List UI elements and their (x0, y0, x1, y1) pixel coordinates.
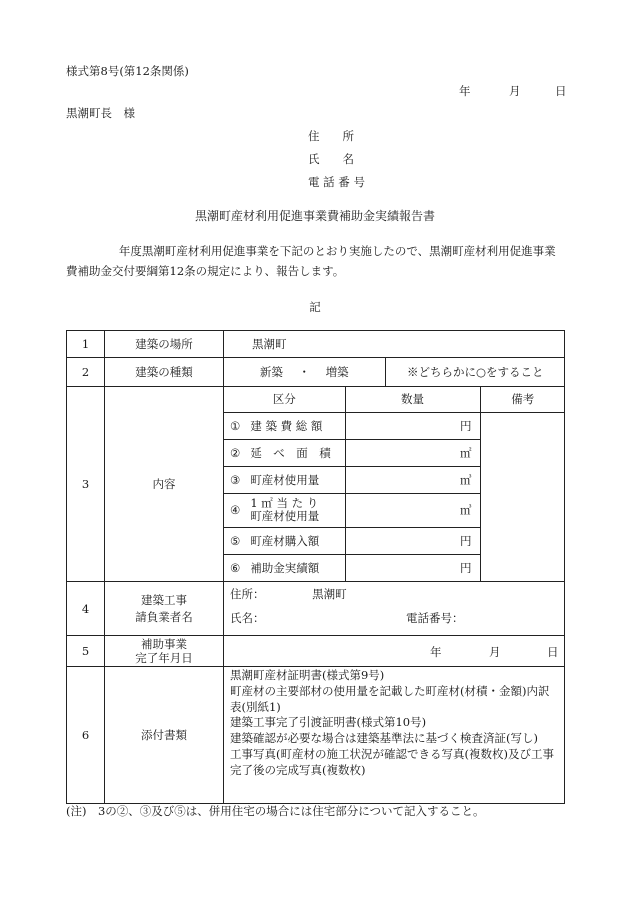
date-day: 日 (555, 84, 567, 98)
item-label-timber-volume: ③ 町産材使用量 (224, 466, 345, 493)
footnote: (注) 3の②、③及び⑤は、併用住宅の場合には住宅部分について記入すること。 (66, 804, 485, 818)
attachment-item: 建築工事完了引渡証明書(様式第10号) (230, 715, 427, 730)
contractor-field[interactable] (224, 582, 565, 636)
date-month: 月 (509, 84, 521, 98)
quantity-field-subsidy-amount[interactable]: 円 (345, 554, 480, 581)
building-type-cells (224, 358, 565, 386)
ki-heading: 記 (309, 300, 321, 314)
row-label: 内容 (105, 387, 224, 582)
row-number: 1 (67, 331, 105, 358)
quantity-field-total-cost[interactable]: 円 (345, 412, 480, 439)
option-new-build[interactable]: 新築 (259, 365, 283, 379)
header-category: 区分 (224, 387, 345, 412)
applicant-name-label: 氏 名 (308, 152, 354, 166)
row-label: 建築工事 請負業者名 (105, 582, 224, 636)
date-year: 年 (459, 84, 471, 98)
attachment-item: 町産材の主要部材の使用量を記載した町産材(材積・金額)内訳表(別紙1) (230, 683, 550, 714)
row-number: 6 (67, 667, 105, 804)
item-label-timber-purchase: ⑤ 町産材購入額 (224, 527, 345, 554)
building-type-options[interactable] (224, 358, 385, 386)
row-number: 4 (67, 582, 105, 636)
row-number: 3 (67, 387, 105, 582)
row-label: 補助事業 完了年月日 (105, 636, 224, 667)
item-row (224, 412, 565, 439)
row-label: 建築の種類 (105, 358, 224, 387)
completion-year: 年 (430, 645, 442, 659)
completion-date-field[interactable] (224, 636, 565, 667)
addressee: 黒潮町長 様 (66, 106, 135, 120)
row-label: 添付書類 (105, 667, 224, 804)
building-type-instruction: ※どちらかに○をすること (385, 358, 565, 386)
row-completion-date (67, 636, 565, 667)
contractor-address-value: 黒潮町 (312, 587, 347, 601)
item-label-total-cost: ① 建 築 費 総 額 (224, 412, 345, 439)
option-extension[interactable]: 増築 (325, 365, 349, 379)
quantity-field-timber-per-sqm[interactable]: ㎥ (345, 493, 480, 527)
quantity-field-timber-volume[interactable]: ㎥ (345, 466, 480, 493)
row-number: 2 (67, 358, 105, 387)
row-contents (67, 387, 565, 582)
report-table (66, 330, 565, 804)
attachments-list (224, 667, 565, 804)
item-label-floor-area: ② 延 べ 面 積 (224, 439, 345, 466)
row-attachments (67, 667, 565, 804)
quantity-field-timber-purchase[interactable]: 円 (345, 527, 480, 554)
row-building-type (67, 358, 565, 387)
attachment-item: 黒潮町産材証明書(様式第9号) (230, 668, 385, 682)
header-remarks: 備考 (480, 387, 565, 412)
location-value: 黒潮町 (224, 331, 565, 358)
item-label-subsidy-amount: ⑥ 補助金実績額 (224, 554, 345, 581)
applicant-phone-label: 電 話 番 号 (308, 175, 365, 189)
row-location (67, 331, 565, 358)
header-quantity: 数量 (345, 387, 480, 412)
contractor-name-label: 氏名： (230, 611, 265, 625)
contractor-address-label: 住所： (230, 587, 265, 601)
completion-day: 日 (547, 645, 559, 659)
row-number: 5 (67, 636, 105, 667)
document-title: 黒潮町産材利用促進事業費補助金実績報告書 (194, 209, 435, 223)
form-number: 様式第8号(第12条関係) (66, 64, 189, 78)
attachment-item: 建築確認が必要な場合は建築基準法に基づく検査済証(写し) (230, 731, 538, 746)
remarks-field[interactable] (480, 412, 565, 581)
option-separator: ・ (298, 365, 310, 379)
applicant-address-label: 住 所 (308, 129, 354, 143)
row-contractor (67, 582, 565, 636)
quantity-field-floor-area[interactable]: ㎡ (345, 439, 480, 466)
item-label-timber-per-sqm: ④ 1 ㎡ 当 た り 町産材使用量 (224, 493, 345, 527)
contents-table (224, 387, 565, 581)
row-label: 建築の場所 (105, 331, 224, 358)
completion-month: 月 (489, 645, 501, 659)
body-text: 年度黒潮町産材利用促進事業を下記のとおり実施したので、黒潮町産材利用促進事業費補助金交付要綱第12条の規定により、報告します。 (66, 244, 556, 278)
attachment-item: 工事写真(町産材の施工状況が確認できる写真(複数枚)及び工事完了後の完成写真(複数枚) (230, 746, 554, 777)
contractor-phone-label: 電話番号： (406, 611, 464, 625)
